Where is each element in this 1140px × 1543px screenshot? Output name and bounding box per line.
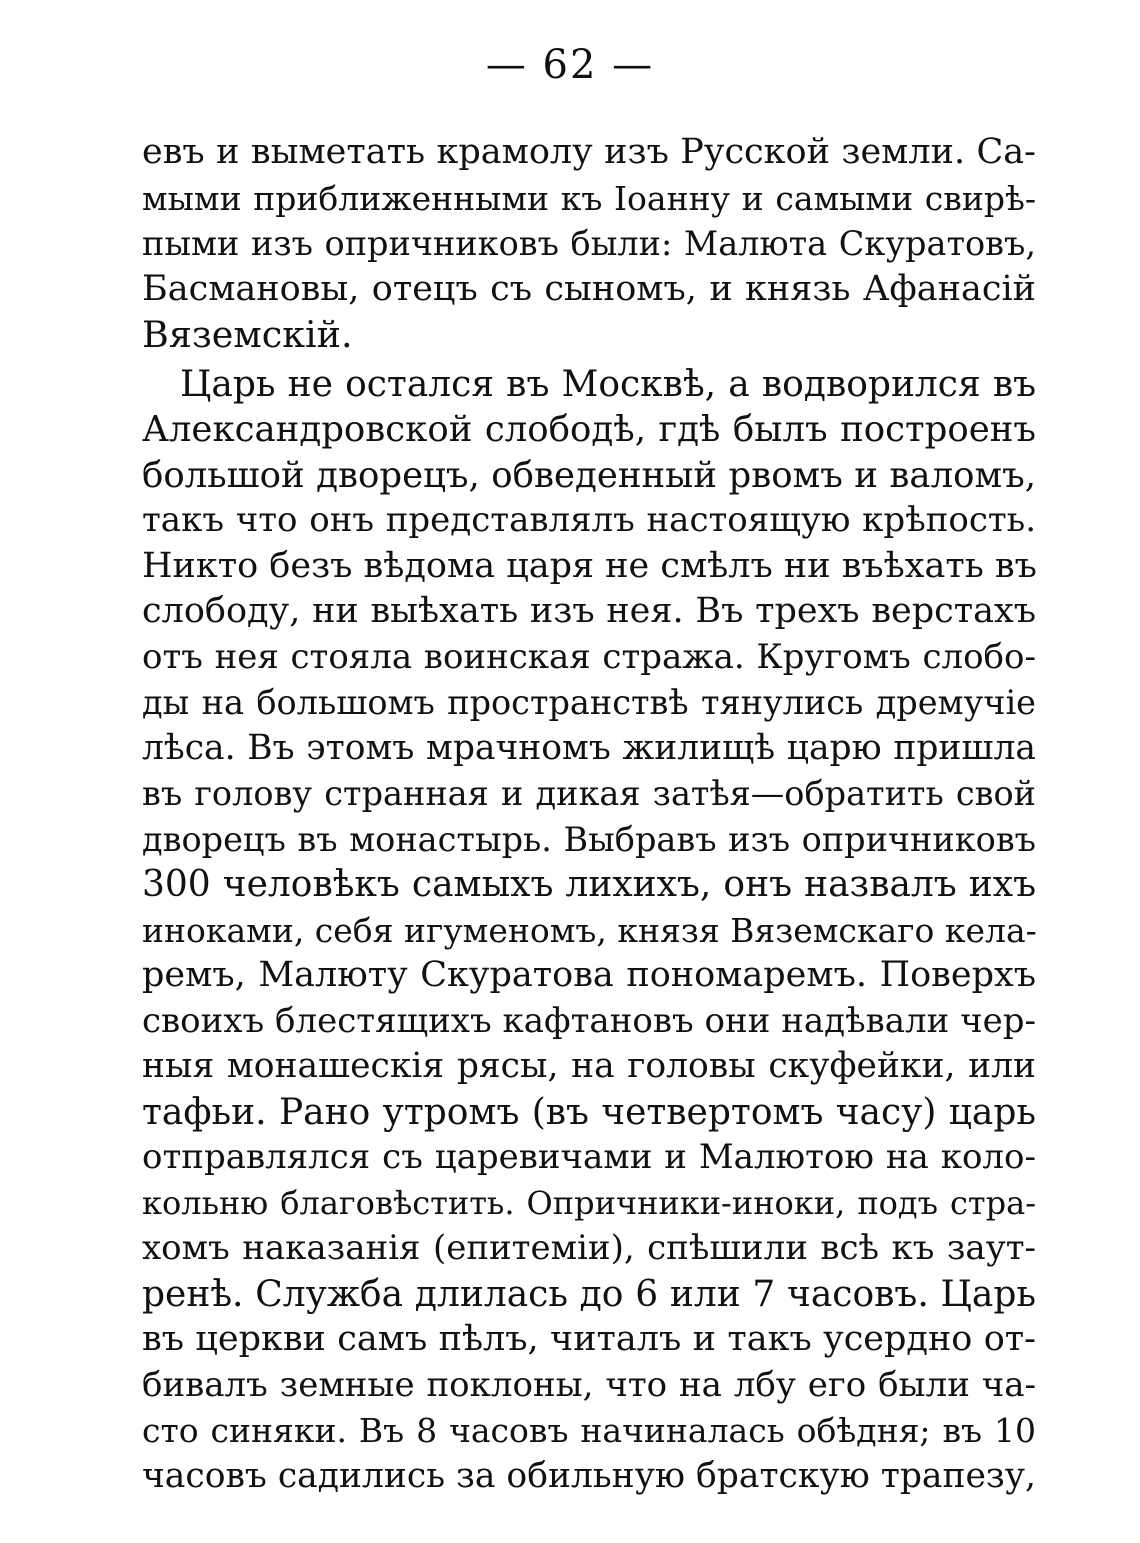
text-line: часовъ садились за обильную братскую трапезу,	[142, 1455, 1036, 1496]
paragraph	[142, 362, 1036, 1500]
text-line: кольню благовѣстить. Опричники-иноки, подъ стра-	[142, 1183, 1036, 1222]
text-line: отъ нея стояла воинская стража. Кругомъ слобо-	[142, 636, 1036, 677]
text-line: отправлялся съ царевичами и Малютою на коло-	[142, 1137, 1036, 1177]
page-number: — 62 —	[485, 42, 655, 88]
text-line: ды на большомъ пространствѣ тянулись дремучіе	[142, 683, 1036, 722]
text-line: въ церкви самъ пѣлъ, читалъ и такъ усердно от-	[142, 1319, 1036, 1359]
text-line: ныя монашескія рясы, на головы скуфейки, или	[142, 1046, 1036, 1086]
text-line: Вяземскій.	[142, 313, 353, 356]
text-line: мыми приближенными къ Іоанну и самыми свирѣ-	[142, 178, 1036, 218]
text-line: 300 человѣкъ самыхъ лихихъ, онъ назвалъ ихъ	[142, 864, 1036, 905]
text-line: тафьи. Рано утромъ (въ четвертомъ часу) царь	[142, 1091, 1036, 1133]
text-line: такъ что онъ представлялъ настоящую крѣпость.	[142, 500, 1036, 540]
text-line: своихъ блестящихъ кафтановъ они надѣвали чер-	[142, 1000, 1036, 1041]
text-line: пыми изъ опричниковъ были: Малюта Скуратовъ,	[142, 224, 1036, 263]
text-line: ремъ, Малюту Скуратова пономаремъ. Поверхъ	[142, 955, 1036, 995]
text-line: Царь не остался въ Москвѣ, а водворился въ	[180, 363, 1036, 405]
text-line: бивалъ земные поклоны, что на лбу его были ча-	[142, 1364, 1036, 1405]
text-line: въ голову странная и дикая затѣя—обратить свой	[142, 774, 1036, 813]
text-line: сто синяки. Въ 8 часовъ начиналась обѣдня; въ 10	[142, 1411, 1036, 1450]
text-line: большой дворецъ, обведенный рвомъ и валомъ,	[142, 454, 1036, 496]
body-text	[142, 130, 1036, 1499]
text-line: иноками, себя игуменомъ, князя Вяземскаго кела-	[142, 910, 1037, 950]
text-line: хомъ наказанія (епитеміи), спѣшили всѣ къ заут-	[142, 1228, 1036, 1268]
text-line: Александровской слободѣ, гдѣ былъ построенъ	[142, 409, 1036, 450]
text-line: ренѣ. Служба длилась до 6 или 7 часовъ. Царь	[142, 1273, 1036, 1315]
text-line: Басмановы, отецъ съ сыномъ, и князь Афанасій	[142, 268, 1036, 309]
text-line: дворецъ въ монастырь. Выбравъ изъ опричниковъ	[142, 819, 1036, 859]
text-line: евъ и выметать крамолу изъ Русской земли. Са-	[142, 132, 1036, 172]
paragraph	[142, 130, 1036, 358]
text-line: слободу, ни выѣхать изъ нея. Въ трехъ верстахъ	[142, 591, 1036, 631]
text-line: Никто безъ вѣдома царя не смѣлъ ни въѣхать въ	[142, 545, 1037, 586]
text-line: лѣса. Въ этомъ мрачномъ жилищѣ царю пришла	[142, 727, 1036, 768]
